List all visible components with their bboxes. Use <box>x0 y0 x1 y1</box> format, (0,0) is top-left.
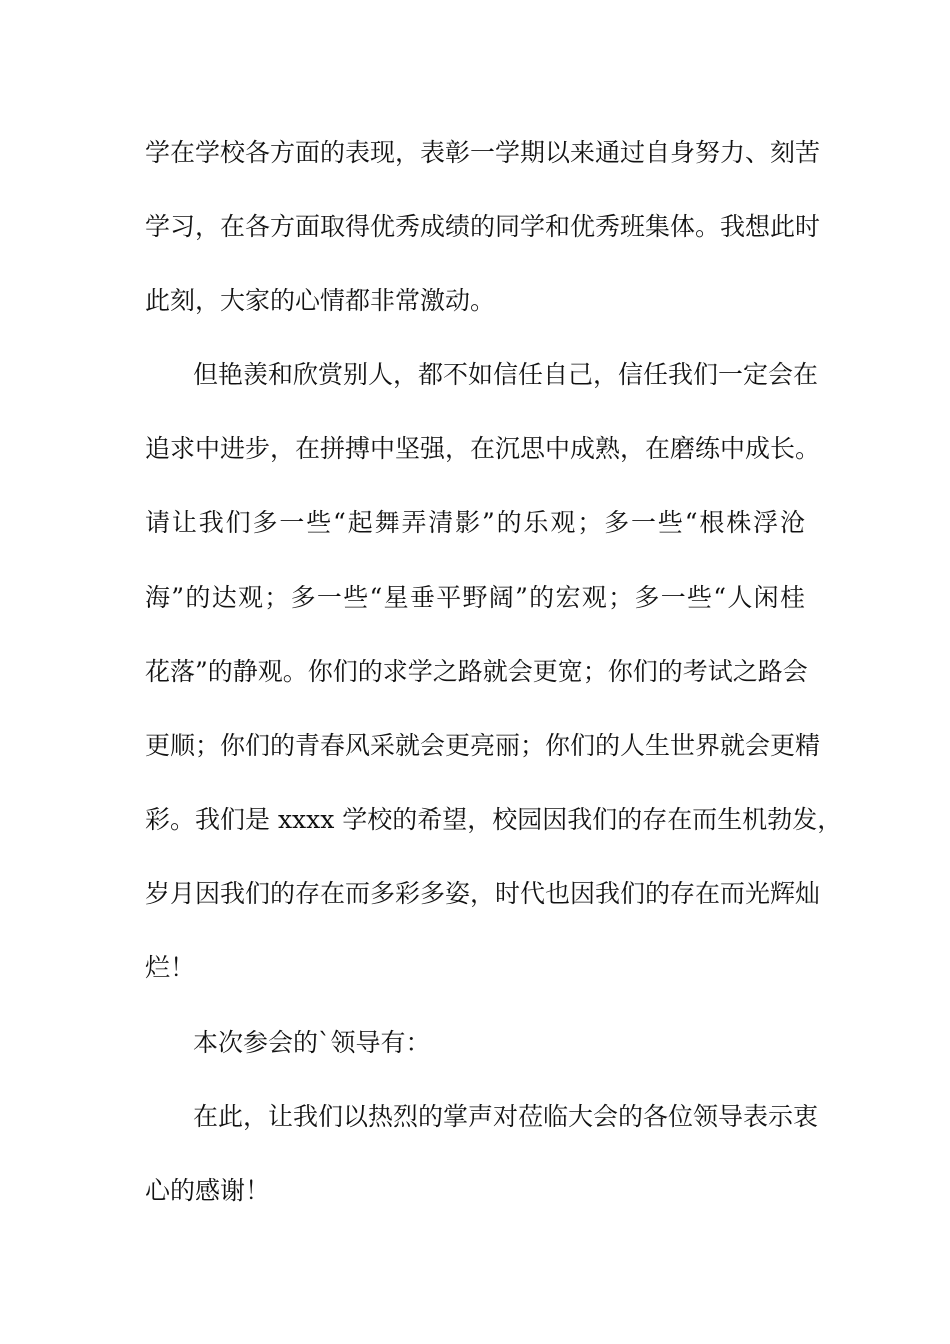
text-line-4: 但艳羡和欣赏别人，都不如信任自己，信任我们一定会在 <box>193 360 819 389</box>
text-line-12: 烂！ <box>145 953 196 982</box>
text-line-2: 学习，在各方面取得优秀成绩的同学和优秀班集体。我想此时 <box>145 212 821 241</box>
text-line-8: 花落”的静观。你们的求学之路就会更宽；你们的考试之路会 <box>145 657 808 686</box>
text-line-7: 海”的达观；多一些“星垂平野阔”的宏观；多一些“人闲桂 <box>145 583 805 612</box>
text-line-13: 本次参会的`领导有： <box>193 1028 431 1057</box>
text-line-9: 更顺；你们的青春风采就会更亮丽；你们的人生世界就会更精 <box>145 731 821 760</box>
text-line-6: 请让我们多一些“起舞弄清影”的乐观；多一些“根株浮沧 <box>145 508 805 537</box>
text-line-11: 岁月因我们的存在而多彩多姿，时代也因我们的存在而光辉灿 <box>145 879 821 908</box>
text-line-14: 在此，让我们以热烈的掌声对莅临大会的各位领导表示衷 <box>193 1102 819 1131</box>
text-line-5: 追求中进步，在拼搏中坚强，在沉思中成熟，在磨练中成长。 <box>145 434 821 463</box>
text-line-15: 心的感谢！ <box>145 1176 271 1205</box>
text-line-1: 学在学校各方面的表现，表彰一学期以来通过自身努力、刻苦 <box>145 138 821 167</box>
text-line-3: 此刻，大家的心情都非常激动。 <box>145 286 496 315</box>
text-line-10: 彩。我们是 xxxx 学校的希望，校园因我们的存在而生机勃发， <box>145 805 843 834</box>
